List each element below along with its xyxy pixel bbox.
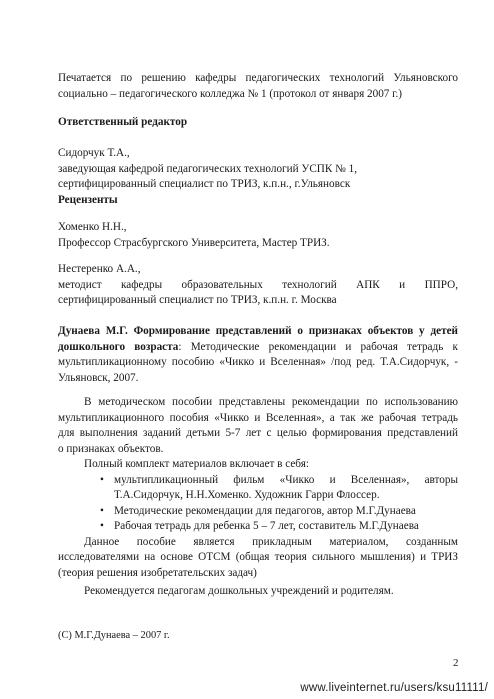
list-item (58, 519, 458, 535)
page-number: 2 (453, 657, 459, 669)
list-item-text: мультипликационный фильм «Чикко и Вселенная», авторы (114, 473, 458, 486)
abstract-line: о признаках объектов. (58, 442, 164, 455)
reviewer-name: Хоменко Н.Н., (58, 221, 127, 233)
editor-section (58, 115, 458, 131)
list-item (58, 473, 458, 504)
reviewer-role: Профессор Страсбургского Университета, Мастер ТРИЗ. (58, 236, 330, 249)
bullet-marker: • (100, 504, 104, 517)
citation-title-end: дошкольного возраста (58, 340, 179, 353)
editor-name: Сидорчук Т.А., (58, 147, 130, 159)
reviewer-role: методист кафедры образовательных технологий АПК и ППРО, (58, 278, 458, 291)
imprint-line: социально – педагогического колледжа № 1 (протокол от января 2007 г.) (58, 87, 403, 100)
abstract-line: для выполнения заданий детьми 5-7 лет с целью формирования представлений (58, 427, 458, 439)
imprint-note (58, 71, 458, 102)
reviewer-role: сертифицированный специалист по ТРИЗ, к.п.н. г. Москва (58, 294, 337, 306)
recommendation: Рекомендуется педагогам дошкольных учреждений и родителям. (84, 585, 394, 597)
citation-subtitle: : Методические рекомендации и рабочая тетрадь к (178, 340, 458, 353)
citation-line: мультипликационному пособию «Чикко и Вселенная» /под ред. Т.А.Сидорчук, - (58, 356, 458, 368)
abstract-line: В методическом пособии представлены рекомендации по использованию (84, 396, 458, 408)
reviewers-heading: Рецензенты (58, 194, 118, 206)
abstract-block (58, 395, 458, 600)
citation-block (58, 324, 458, 386)
bullet-marker: • (100, 520, 104, 532)
abstract-line: исследователями на основе ОТСМ (общая теория сильного мышления) и ТРИЗ (58, 551, 458, 563)
editor-role: сертифицированный специалист по ТРИЗ, к.п.н., г.Ульяновск (58, 178, 351, 190)
watermark-url: www.liveinternet.ru/users/ksu11111/ (300, 682, 488, 694)
editor-details (58, 146, 458, 193)
list-item-text: Методические рекомендации для педагогов, автор М.Г.Дунаева (114, 504, 416, 517)
bullet-marker: • (100, 473, 104, 486)
list-item-text: Рабочая тетрадь для ребенка 5 – 7 лет, составитель М.Г.Дунаева (114, 520, 419, 532)
reviewer-1 (58, 220, 458, 251)
abstract-line: мультипликационного пособия «Чикко и Вселенная», а так же рабочая тетрадь (58, 411, 458, 424)
copyright-block (58, 628, 458, 644)
imprint-line: Печатается по решению кафедры педагогических технологий Ульяновского (58, 72, 458, 84)
citation-title: Дунаева М.Г. Формирование представлений о признаках объектов у детей (58, 325, 458, 337)
abstract-line: Данное пособие является прикладным материалом, созданным (84, 535, 458, 548)
abstract-line: (теория решения изобретательских задач) (58, 566, 257, 579)
reviewer-name: Нестеренко А.А., (58, 263, 141, 275)
citation-line: Ульяновск, 2007. (58, 371, 139, 384)
copyright: (С) М.Г.Дунаева – 2007 г. (58, 630, 170, 641)
editor-heading: Ответственный редактор (58, 116, 188, 128)
list-item (58, 504, 458, 520)
editor-role: заведующая кафедрой педагогических технологий УСПК № 1, (58, 162, 357, 175)
reviewer-2 (58, 262, 458, 309)
kit-intro: Полный комплект материалов включает в себя: (84, 458, 309, 470)
citation-line (58, 340, 458, 356)
reviewers-section (58, 193, 458, 209)
list-item-text: Т.А.Сидорчук, Н.Н.Хоменко. Художник Гарри Флоссер. (114, 489, 380, 501)
